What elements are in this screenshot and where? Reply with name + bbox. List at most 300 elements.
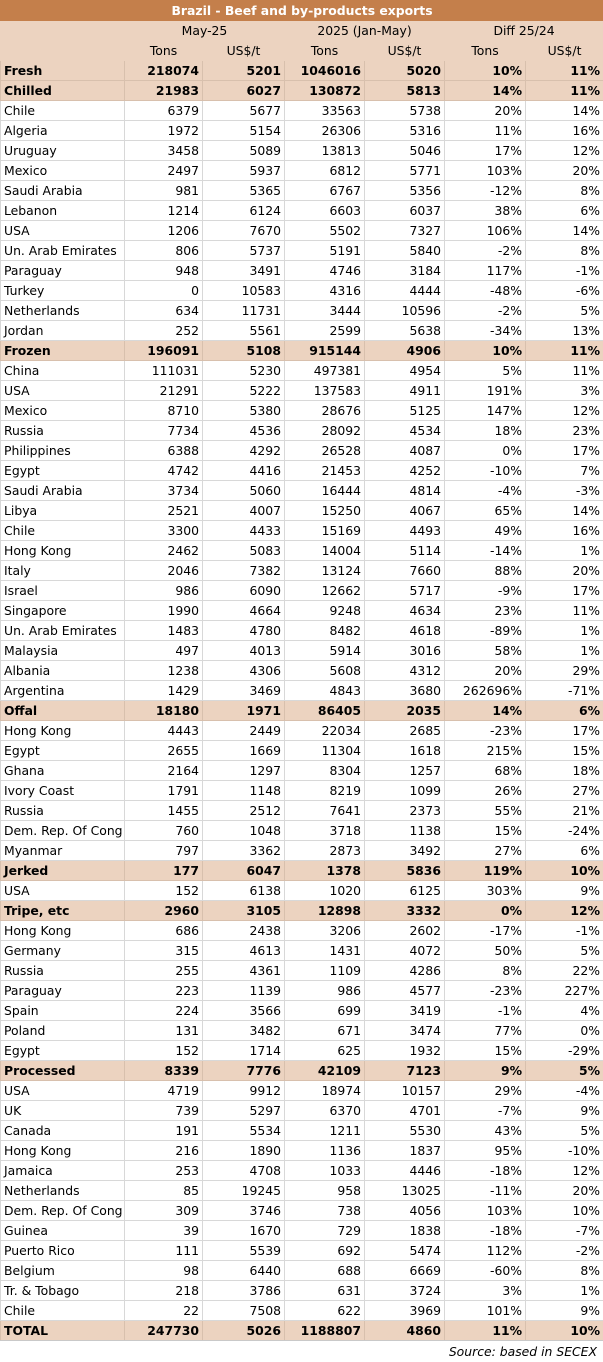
diff-usd-cell: 6% xyxy=(526,201,603,221)
may-usd-cell: 7670 xyxy=(203,221,285,241)
ytd-usd-cell: 2035 xyxy=(365,701,445,721)
diff-usd-cell: 11% xyxy=(526,361,603,381)
diff-usd-cell: 11% xyxy=(526,601,603,621)
table-row xyxy=(1,381,603,401)
country-cell: Hong Kong xyxy=(1,921,125,941)
may-tons-cell: 797 xyxy=(125,841,203,861)
table-row xyxy=(1,1101,603,1121)
diff-usd-cell: -6% xyxy=(526,281,603,301)
may-usd-cell: 3362 xyxy=(203,841,285,861)
ytd-tons-cell: 4843 xyxy=(285,681,365,701)
ytd-tons-cell: 699 xyxy=(285,1001,365,1021)
table-row xyxy=(1,1161,603,1181)
country-cell: Hong Kong xyxy=(1,721,125,741)
diff-tons-cell: 43% xyxy=(445,1121,526,1141)
table-row xyxy=(1,881,603,901)
ytd-usd-cell: 3419 xyxy=(365,1001,445,1021)
table-row xyxy=(1,601,603,621)
table-body xyxy=(1,1,603,1341)
may-tons-cell: 806 xyxy=(125,241,203,261)
diff-usd-cell: 17% xyxy=(526,441,603,461)
ytd-usd-cell: 5046 xyxy=(365,141,445,161)
country-cell: Egypt xyxy=(1,461,125,481)
ytd-usd-cell: 6037 xyxy=(365,201,445,221)
may-usd-cell: 1670 xyxy=(203,1221,285,1241)
table-row xyxy=(1,141,603,161)
diff-tons-cell: -10% xyxy=(445,461,526,481)
country-cell: Tr. & Tobago xyxy=(1,1281,125,1301)
ytd-tons-cell: 1033 xyxy=(285,1161,365,1181)
diff-tons-cell: 3% xyxy=(445,1281,526,1301)
may-tons-cell: 253 xyxy=(125,1161,203,1181)
table-row xyxy=(1,1181,603,1201)
country-cell: Hong Kong xyxy=(1,1141,125,1161)
may-tons-cell: 3734 xyxy=(125,481,203,501)
ytd-usd-cell: 4067 xyxy=(365,501,445,521)
header-tons: Tons xyxy=(285,41,365,61)
diff-tons-cell: -60% xyxy=(445,1261,526,1281)
country-cell: Belgium xyxy=(1,1261,125,1281)
may-tons-cell: 218 xyxy=(125,1281,203,1301)
country-cell: Uruguay xyxy=(1,141,125,161)
diff-usd-cell: 9% xyxy=(526,881,603,901)
section-row xyxy=(1,701,603,721)
diff-usd-cell: -29% xyxy=(526,1041,603,1061)
may-usd-cell: 4013 xyxy=(203,641,285,661)
table-row xyxy=(1,1281,603,1301)
table-row xyxy=(1,181,603,201)
may-usd-cell: 4780 xyxy=(203,621,285,641)
ytd-usd-cell: 4954 xyxy=(365,361,445,381)
table-row xyxy=(1,721,603,741)
may-usd-cell: 1139 xyxy=(203,981,285,1001)
may-tons-cell: 1483 xyxy=(125,621,203,641)
diff-tons-cell: 103% xyxy=(445,161,526,181)
country-cell: Turkey xyxy=(1,281,125,301)
ytd-tons-cell: 8219 xyxy=(285,781,365,801)
ytd-usd-cell: 4577 xyxy=(365,981,445,1001)
table-row xyxy=(1,521,603,541)
may-tons-cell: 948 xyxy=(125,261,203,281)
may-tons-cell: 0 xyxy=(125,281,203,301)
may-usd-cell: 2449 xyxy=(203,721,285,741)
may-usd-cell: 7508 xyxy=(203,1301,285,1321)
diff-usd-cell: 16% xyxy=(526,121,603,141)
ytd-tons-cell: 4746 xyxy=(285,261,365,281)
ytd-usd-cell: 3724 xyxy=(365,1281,445,1301)
may-tons-cell: 111 xyxy=(125,1241,203,1261)
table-row xyxy=(1,401,603,421)
may-usd-cell: 4613 xyxy=(203,941,285,961)
diff-usd-cell: 14% xyxy=(526,501,603,521)
diff-usd-cell: 9% xyxy=(526,1301,603,1321)
may-usd-cell: 5937 xyxy=(203,161,285,181)
may-tons-cell: 2462 xyxy=(125,541,203,561)
ytd-tons-cell: 26306 xyxy=(285,121,365,141)
may-tons-cell: 152 xyxy=(125,1041,203,1061)
ytd-usd-cell: 4634 xyxy=(365,601,445,621)
may-usd-cell: 6138 xyxy=(203,881,285,901)
ytd-tons-cell: 5608 xyxy=(285,661,365,681)
ytd-usd-cell: 3969 xyxy=(365,1301,445,1321)
may-usd-cell: 5534 xyxy=(203,1121,285,1141)
table-row xyxy=(1,641,603,661)
diff-usd-cell: 20% xyxy=(526,161,603,181)
diff-usd-cell: 6% xyxy=(526,841,603,861)
diff-usd-cell: 1% xyxy=(526,621,603,641)
country-cell: Paraguay xyxy=(1,261,125,281)
ytd-usd-cell: 3680 xyxy=(365,681,445,701)
ytd-tons-cell: 1136 xyxy=(285,1141,365,1161)
country-cell: Egypt xyxy=(1,741,125,761)
may-tons-cell: 4719 xyxy=(125,1081,203,1101)
ytd-tons-cell: 1431 xyxy=(285,941,365,961)
diff-usd-cell: 3% xyxy=(526,381,603,401)
ytd-tons-cell: 4316 xyxy=(285,281,365,301)
ytd-tons-cell: 11304 xyxy=(285,741,365,761)
ytd-usd-cell: 1838 xyxy=(365,1221,445,1241)
may-tons-cell: 1455 xyxy=(125,801,203,821)
diff-usd-cell: 8% xyxy=(526,181,603,201)
ytd-tons-cell: 8304 xyxy=(285,761,365,781)
table-row xyxy=(1,321,603,341)
may-tons-cell: 497 xyxy=(125,641,203,661)
ytd-tons-cell: 13124 xyxy=(285,561,365,581)
table-row xyxy=(1,1021,603,1041)
diff-usd-cell: 22% xyxy=(526,961,603,981)
ytd-tons-cell: 631 xyxy=(285,1281,365,1301)
source-row xyxy=(0,1341,603,1362)
ytd-tons-cell: 15250 xyxy=(285,501,365,521)
country-cell: Chile xyxy=(1,1301,125,1321)
table-row xyxy=(1,1081,603,1101)
ytd-tons-cell: 7641 xyxy=(285,801,365,821)
may-usd-cell: 5539 xyxy=(203,1241,285,1261)
diff-usd-cell: 12% xyxy=(526,1161,603,1181)
may-usd-cell: 5737 xyxy=(203,241,285,261)
header-group-row xyxy=(1,21,603,41)
diff-tons-cell: 20% xyxy=(445,101,526,121)
diff-usd-cell: 5% xyxy=(526,301,603,321)
diff-usd-cell: 12% xyxy=(526,141,603,161)
diff-usd-cell: -2% xyxy=(526,1241,603,1261)
diff-tons-cell: 0% xyxy=(445,441,526,461)
table-row xyxy=(1,221,603,241)
country-cell: Tripe, etc xyxy=(1,901,125,921)
ytd-tons-cell: 5502 xyxy=(285,221,365,241)
ytd-usd-cell: 3016 xyxy=(365,641,445,661)
ytd-usd-cell: 4252 xyxy=(365,461,445,481)
country-cell: Russia xyxy=(1,421,125,441)
ytd-usd-cell: 5530 xyxy=(365,1121,445,1141)
country-cell: Germany xyxy=(1,941,125,961)
ytd-usd-cell: 7327 xyxy=(365,221,445,241)
section-row xyxy=(1,1321,603,1341)
may-tons-cell: 4742 xyxy=(125,461,203,481)
may-tons-cell: 18180 xyxy=(125,701,203,721)
country-cell: Malaysia xyxy=(1,641,125,661)
country-cell: Netherlands xyxy=(1,301,125,321)
table-row xyxy=(1,261,603,281)
diff-tons-cell: 303% xyxy=(445,881,526,901)
may-usd-cell: 5089 xyxy=(203,141,285,161)
may-usd-cell: 5201 xyxy=(203,61,285,81)
may-usd-cell: 5230 xyxy=(203,361,285,381)
table-row xyxy=(1,941,603,961)
diff-tons-cell: 8% xyxy=(445,961,526,981)
may-tons-cell: 152 xyxy=(125,881,203,901)
country-cell: Puerto Rico xyxy=(1,1241,125,1261)
may-tons-cell: 177 xyxy=(125,861,203,881)
diff-tons-cell: -23% xyxy=(445,721,526,741)
country-cell: Un. Arab Emirates xyxy=(1,621,125,641)
table-row xyxy=(1,361,603,381)
diff-tons-cell: 38% xyxy=(445,201,526,221)
table-row xyxy=(1,661,603,681)
country-cell: Albania xyxy=(1,661,125,681)
table-row xyxy=(1,281,603,301)
diff-usd-cell: -24% xyxy=(526,821,603,841)
country-cell: Ghana xyxy=(1,761,125,781)
may-tons-cell: 309 xyxy=(125,1201,203,1221)
section-row xyxy=(1,861,603,881)
ytd-tons-cell: 2599 xyxy=(285,321,365,341)
may-tons-cell: 1206 xyxy=(125,221,203,241)
may-tons-cell: 6379 xyxy=(125,101,203,121)
table-row xyxy=(1,541,603,561)
header-jan-may: 2025 (Jan-May) xyxy=(285,21,445,41)
may-usd-cell: 1048 xyxy=(203,821,285,841)
diff-usd-cell: -1% xyxy=(526,921,603,941)
header-tons: Tons xyxy=(125,41,203,61)
may-tons-cell: 39 xyxy=(125,1221,203,1241)
section-row xyxy=(1,81,603,101)
diff-tons-cell: 27% xyxy=(445,841,526,861)
country-cell: Myanmar xyxy=(1,841,125,861)
diff-tons-cell: -89% xyxy=(445,621,526,641)
may-tons-cell: 7734 xyxy=(125,421,203,441)
ytd-tons-cell: 497381 xyxy=(285,361,365,381)
country-cell: Jordan xyxy=(1,321,125,341)
ytd-usd-cell: 10157 xyxy=(365,1081,445,1101)
table-row xyxy=(1,1141,603,1161)
may-tons-cell: 85 xyxy=(125,1181,203,1201)
ytd-tons-cell: 915144 xyxy=(285,341,365,361)
table-row xyxy=(1,201,603,221)
may-tons-cell: 1238 xyxy=(125,661,203,681)
ytd-usd-cell: 3184 xyxy=(365,261,445,281)
diff-usd-cell: 5% xyxy=(526,1121,603,1141)
ytd-tons-cell: 5914 xyxy=(285,641,365,661)
diff-tons-cell: 17% xyxy=(445,141,526,161)
ytd-usd-cell: 5738 xyxy=(365,101,445,121)
ytd-tons-cell: 14004 xyxy=(285,541,365,561)
may-usd-cell: 4664 xyxy=(203,601,285,621)
country-cell: Ivory Coast xyxy=(1,781,125,801)
ytd-usd-cell: 6669 xyxy=(365,1261,445,1281)
may-tons-cell: 21983 xyxy=(125,81,203,101)
ytd-usd-cell: 5638 xyxy=(365,321,445,341)
diff-usd-cell: 17% xyxy=(526,581,603,601)
diff-usd-cell: 12% xyxy=(526,401,603,421)
ytd-usd-cell: 5114 xyxy=(365,541,445,561)
may-usd-cell: 9912 xyxy=(203,1081,285,1101)
header-tons: Tons xyxy=(445,41,526,61)
may-tons-cell: 131 xyxy=(125,1021,203,1041)
may-tons-cell: 216 xyxy=(125,1141,203,1161)
diff-tons-cell: 55% xyxy=(445,801,526,821)
ytd-tons-cell: 622 xyxy=(285,1301,365,1321)
diff-usd-cell: 1% xyxy=(526,1281,603,1301)
country-cell: Jerked xyxy=(1,861,125,881)
may-tons-cell: 98 xyxy=(125,1261,203,1281)
table-row xyxy=(1,241,603,261)
table-row xyxy=(1,1121,603,1141)
diff-tons-cell: 58% xyxy=(445,641,526,661)
diff-usd-cell: 16% xyxy=(526,521,603,541)
diff-tons-cell: 262696% xyxy=(445,681,526,701)
may-usd-cell: 6124 xyxy=(203,201,285,221)
country-cell: Processed xyxy=(1,1061,125,1081)
may-usd-cell: 5083 xyxy=(203,541,285,561)
may-tons-cell: 6388 xyxy=(125,441,203,461)
ytd-tons-cell: 738 xyxy=(285,1201,365,1221)
ytd-usd-cell: 1618 xyxy=(365,741,445,761)
table-row xyxy=(1,1301,603,1321)
table-row xyxy=(1,741,603,761)
may-tons-cell: 315 xyxy=(125,941,203,961)
ytd-tons-cell: 1188807 xyxy=(285,1321,365,1341)
diff-usd-cell: 9% xyxy=(526,1101,603,1121)
diff-tons-cell: 215% xyxy=(445,741,526,761)
header-usd: US$/t xyxy=(203,41,285,61)
country-cell: Israel xyxy=(1,581,125,601)
ytd-tons-cell: 12662 xyxy=(285,581,365,601)
ytd-tons-cell: 28092 xyxy=(285,421,365,441)
may-tons-cell: 22 xyxy=(125,1301,203,1321)
ytd-usd-cell: 1932 xyxy=(365,1041,445,1061)
ytd-tons-cell: 22034 xyxy=(285,721,365,741)
diff-tons-cell: 95% xyxy=(445,1141,526,1161)
ytd-tons-cell: 15169 xyxy=(285,521,365,541)
country-cell: Argentina xyxy=(1,681,125,701)
may-usd-cell: 19245 xyxy=(203,1181,285,1201)
ytd-usd-cell: 4534 xyxy=(365,421,445,441)
country-cell: Algeria xyxy=(1,121,125,141)
may-usd-cell: 5561 xyxy=(203,321,285,341)
country-cell: Jamaica xyxy=(1,1161,125,1181)
ytd-tons-cell: 1109 xyxy=(285,961,365,981)
table-row xyxy=(1,1001,603,1021)
diff-tons-cell: -17% xyxy=(445,921,526,941)
ytd-tons-cell: 8482 xyxy=(285,621,365,641)
diff-tons-cell: -34% xyxy=(445,321,526,341)
may-usd-cell: 7382 xyxy=(203,561,285,581)
diff-usd-cell: 21% xyxy=(526,801,603,821)
diff-usd-cell: 11% xyxy=(526,61,603,81)
may-usd-cell: 3566 xyxy=(203,1001,285,1021)
country-cell: TOTAL xyxy=(1,1321,125,1341)
diff-usd-cell: 14% xyxy=(526,221,603,241)
ytd-usd-cell: 4312 xyxy=(365,661,445,681)
diff-tons-cell: 14% xyxy=(445,81,526,101)
may-usd-cell: 6090 xyxy=(203,581,285,601)
diff-usd-cell: 20% xyxy=(526,561,603,581)
table-row xyxy=(1,821,603,841)
diff-tons-cell: -18% xyxy=(445,1161,526,1181)
header-usd: US$/t xyxy=(526,41,603,61)
ytd-tons-cell: 986 xyxy=(285,981,365,1001)
ytd-tons-cell: 86405 xyxy=(285,701,365,721)
diff-tons-cell: -1% xyxy=(445,1001,526,1021)
header-blank xyxy=(1,41,125,61)
may-usd-cell: 5677 xyxy=(203,101,285,121)
ytd-usd-cell: 13025 xyxy=(365,1181,445,1201)
title-row xyxy=(1,1,603,21)
diff-tons-cell: 18% xyxy=(445,421,526,441)
diff-tons-cell: -4% xyxy=(445,481,526,501)
table-row xyxy=(1,1261,603,1281)
ytd-usd-cell: 4911 xyxy=(365,381,445,401)
may-usd-cell: 1890 xyxy=(203,1141,285,1161)
ytd-tons-cell: 1046016 xyxy=(285,61,365,81)
country-cell: Mexico xyxy=(1,401,125,421)
ytd-usd-cell: 4286 xyxy=(365,961,445,981)
country-cell: Fresh xyxy=(1,61,125,81)
table-row xyxy=(1,101,603,121)
may-usd-cell: 5380 xyxy=(203,401,285,421)
header-diff: Diff 25/24 xyxy=(445,21,603,41)
ytd-tons-cell: 6812 xyxy=(285,161,365,181)
ytd-usd-cell: 1257 xyxy=(365,761,445,781)
diff-usd-cell: -4% xyxy=(526,1081,603,1101)
may-usd-cell: 4433 xyxy=(203,521,285,541)
table-row xyxy=(1,1041,603,1061)
may-tons-cell: 1791 xyxy=(125,781,203,801)
ytd-usd-cell: 6125 xyxy=(365,881,445,901)
table-row xyxy=(1,461,603,481)
may-tons-cell: 111031 xyxy=(125,361,203,381)
may-usd-cell: 5060 xyxy=(203,481,285,501)
may-tons-cell: 1214 xyxy=(125,201,203,221)
may-usd-cell: 3105 xyxy=(203,901,285,921)
may-tons-cell: 634 xyxy=(125,301,203,321)
diff-tons-cell: 14% xyxy=(445,701,526,721)
diff-usd-cell: 11% xyxy=(526,341,603,361)
may-tons-cell: 2960 xyxy=(125,901,203,921)
ytd-usd-cell: 4618 xyxy=(365,621,445,641)
diff-usd-cell: 227% xyxy=(526,981,603,1001)
table-row xyxy=(1,981,603,1001)
may-usd-cell: 4361 xyxy=(203,961,285,981)
diff-usd-cell: 27% xyxy=(526,781,603,801)
diff-tons-cell: -48% xyxy=(445,281,526,301)
ytd-usd-cell: 4087 xyxy=(365,441,445,461)
may-usd-cell: 4292 xyxy=(203,441,285,461)
country-cell: Mexico xyxy=(1,161,125,181)
table-row xyxy=(1,501,603,521)
ytd-tons-cell: 130872 xyxy=(285,81,365,101)
ytd-usd-cell: 4814 xyxy=(365,481,445,501)
diff-usd-cell: 20% xyxy=(526,1181,603,1201)
table-row xyxy=(1,581,603,601)
ytd-tons-cell: 33563 xyxy=(285,101,365,121)
ytd-tons-cell: 6603 xyxy=(285,201,365,221)
diff-tons-cell: 0% xyxy=(445,901,526,921)
ytd-usd-cell: 5717 xyxy=(365,581,445,601)
may-usd-cell: 1669 xyxy=(203,741,285,761)
may-tons-cell: 255 xyxy=(125,961,203,981)
